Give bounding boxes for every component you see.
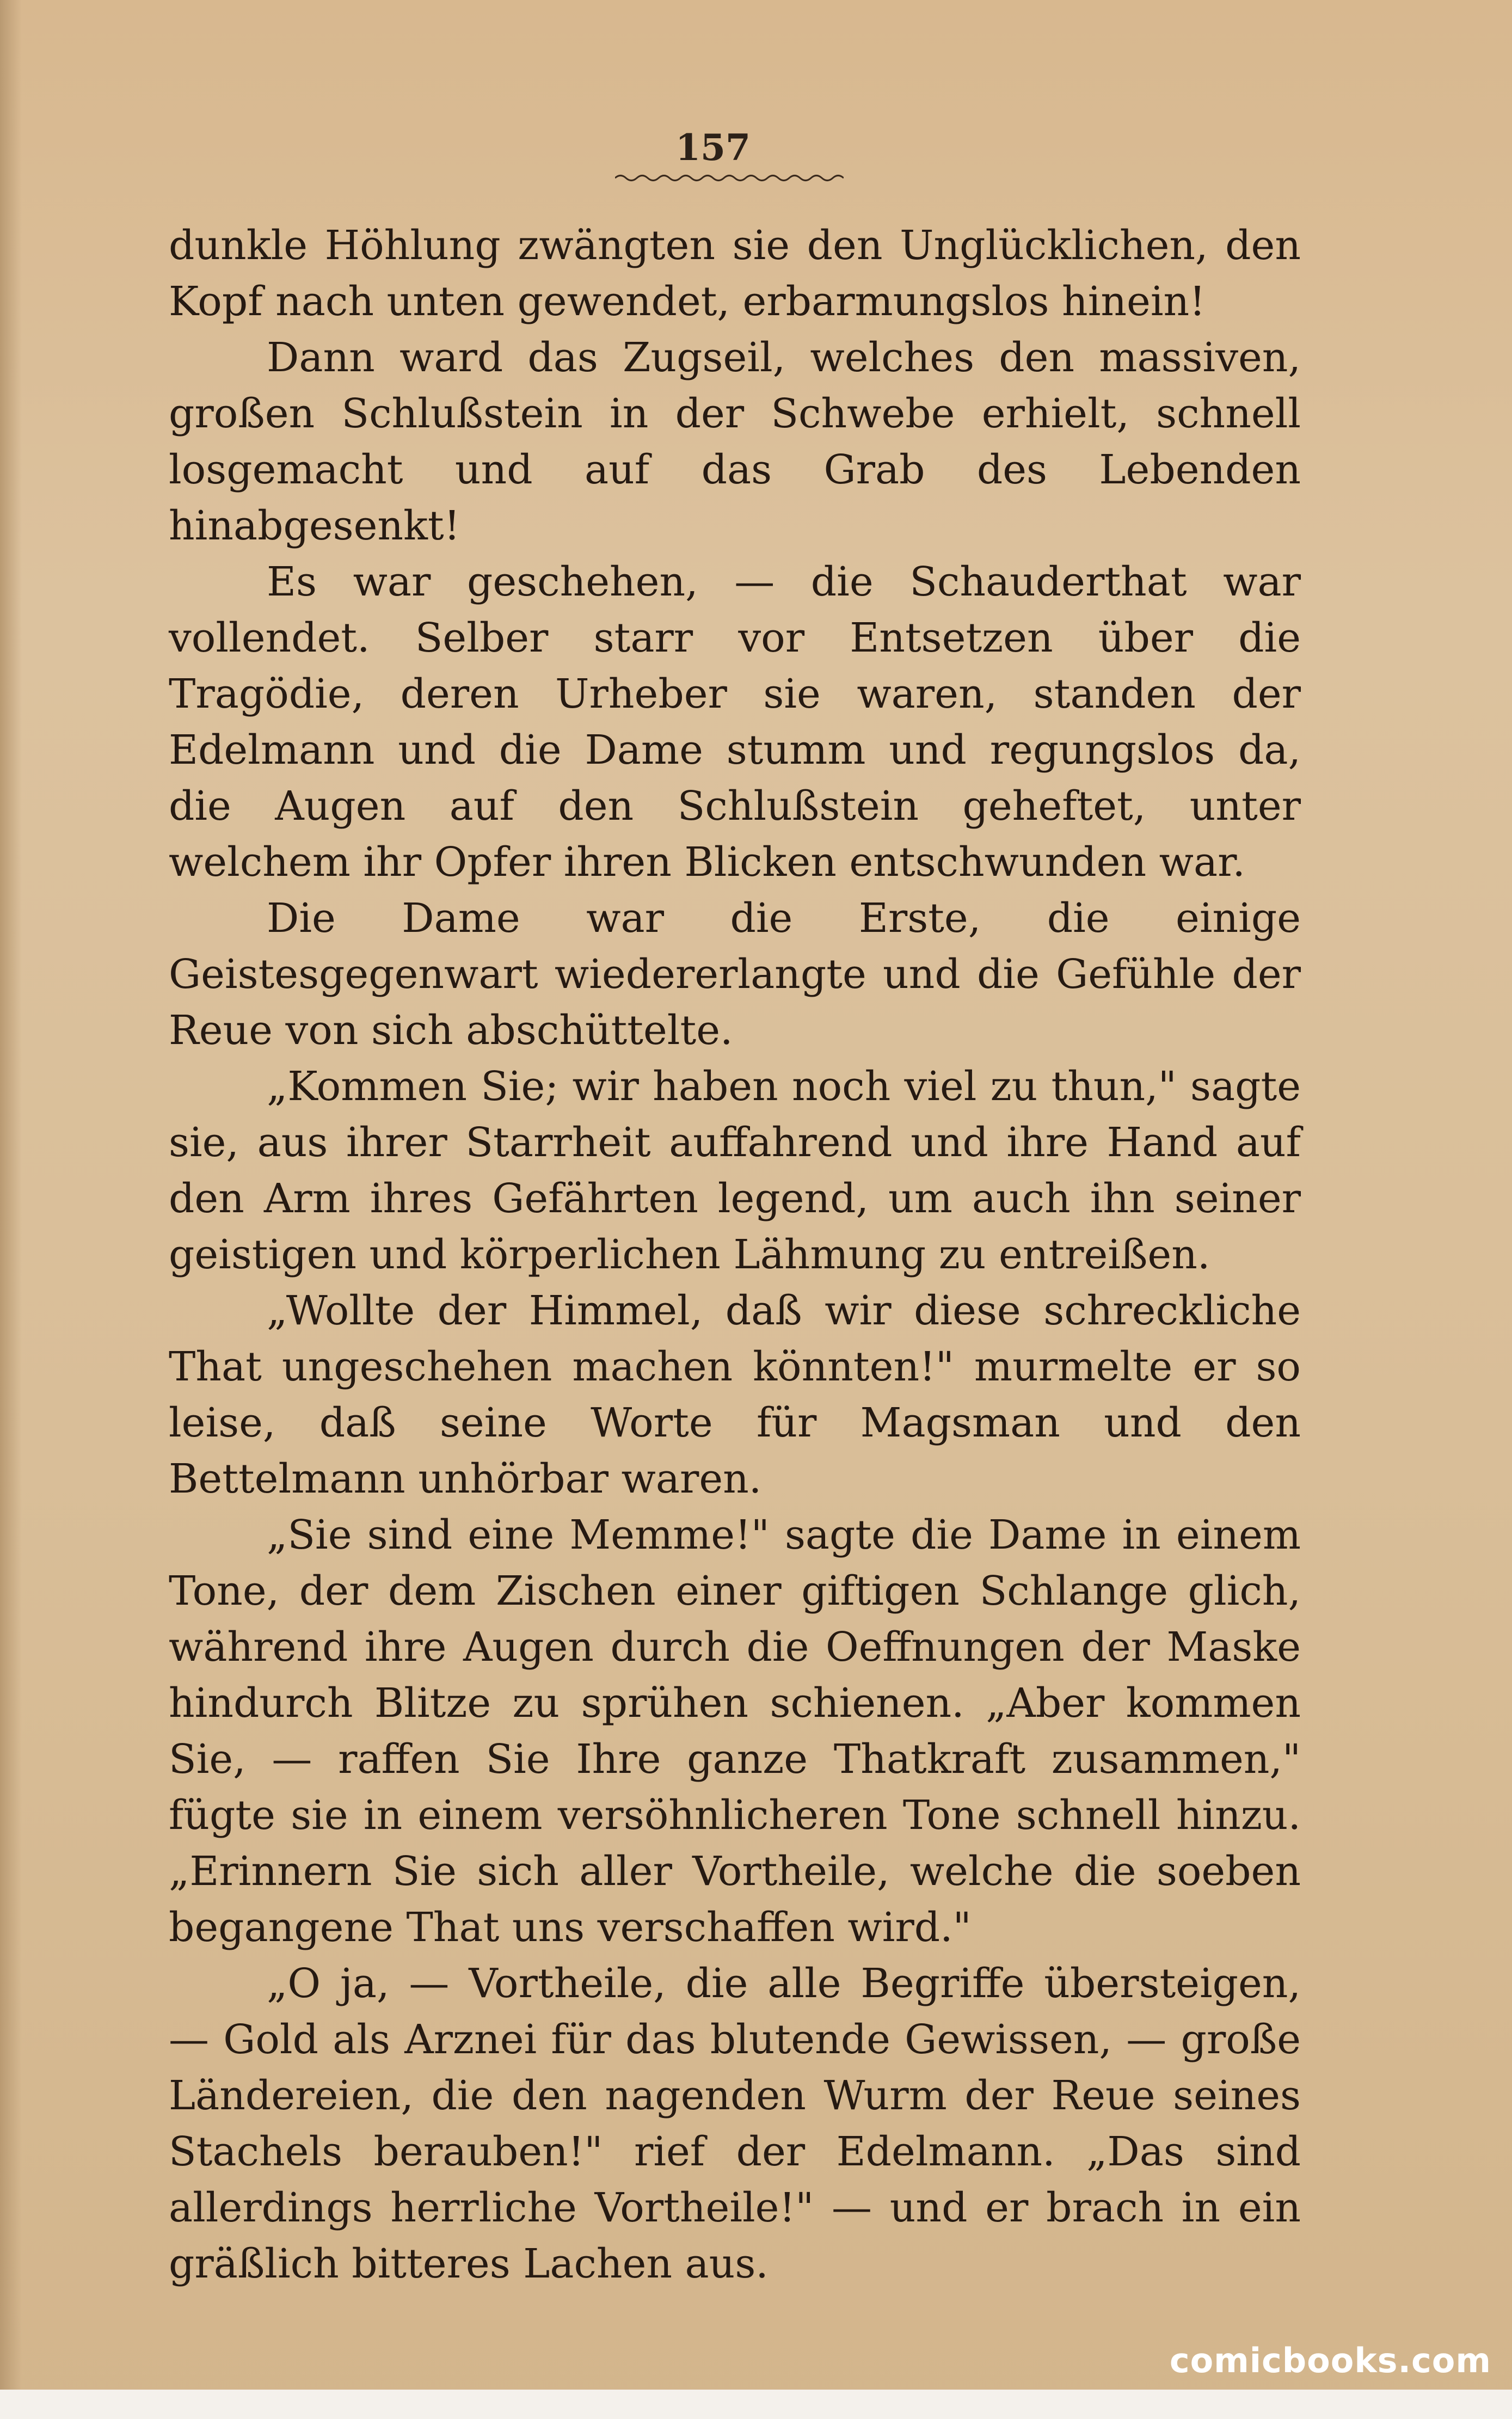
paragraph: „Wollte der Himmel, daß wir diese schreckliche That ungeschehen machen könnten!" murmelte er so leise, daß seine Worte für Magsman und den Bettelmann unhörbar waren. (169, 1287, 1301, 1502)
paragraph: „Sie sind eine Memme!" sagte die Dame in einem Tone, der dem Zischen einer giftigen Schlange glich, während ihre Augen durch die Oeffnungen der Maske hindurch Blitze zu sprühen schienen. „Aber kommen Sie, — raffen Sie Ihre ganze Thatkraft zusammen," fügte sie in einem versöhnlicheren Tone schnell hinzu. „Erinnern Sie sich aller Vortheile, welche die soeben begangene That uns verschaffen wird." (169, 1512, 1301, 1951)
page-edge-shadow (0, 0, 22, 2419)
paragraph: „O ja, — Vortheile, die alle Begriffe übersteigen, — Gold als Arznei für das blutende Gewissen, — große Ländereien, die den nagenden Wurm der Reue seines Stachels berauben!" rief der Edelmann. „Das sind allerdings herrliche Vortheile!" — und er brach in ein gräßlich bitteres Lachen aus. (169, 1960, 1301, 2287)
watermark: comicbooks.com (1169, 2341, 1491, 2380)
page-number: 157 (675, 126, 751, 169)
scan-border (0, 2390, 1512, 2419)
wavy-rule-ornament (615, 173, 844, 183)
paragraph: Es war geschehen, — die Schauderthat war vollendet. Selber starr vor Entsetzen über die Tragödie, deren Urheber sie waren, standen der Edelmann und die Dame stumm und regungslos da, die Augen auf den Schlußstein geheftet, unter welchem ihr Opfer ihren Blicken entschwunden war. (169, 558, 1301, 886)
paragraph: dunkle Höhlung zwängten sie den Unglücklichen, den Kopf nach unten gewendet, erbarmungslos hinein! (169, 222, 1301, 325)
paragraph: Dann ward das Zugseil, welches den massiven, großen Schlußstein in der Schwebe erhielt, schnell losgemacht und auf das Grab des Lebenden hinabgesenkt! (169, 334, 1301, 549)
paragraph: „Kommen Sie; wir haben noch viel zu thun," sagte sie, aus ihrer Starrheit auffahrend und ihre Hand auf den Arm ihres Gefährten legend, um auch ihn seiner geistigen und körperlichen Lähmung zu entreißen. (169, 1063, 1301, 1278)
body-text (169, 218, 1301, 2292)
paragraph: Die Dame war die Erste, die einige Geistesgegenwart wiedererlangte und die Gefühle der Reue von sich abschüttelte. (169, 895, 1301, 1054)
